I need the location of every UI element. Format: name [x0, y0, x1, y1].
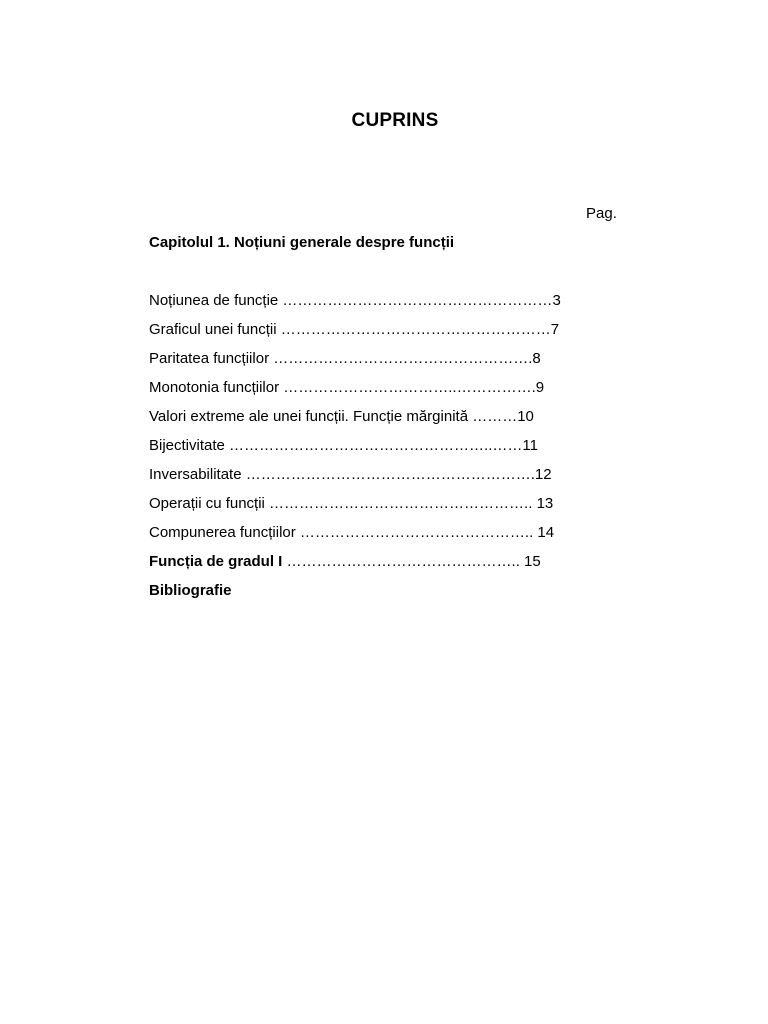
toc-entry-title: Paritatea funcțiilor: [149, 350, 270, 367]
toc-entry-leader: …………………………………………………: [241, 466, 531, 483]
toc-entry-page: .12: [530, 466, 552, 483]
toc-entry: [149, 436, 629, 465]
toc-entry: [149, 581, 629, 610]
toc-entry-title: Compunerea funcțiilor: [149, 524, 296, 541]
toc-entry-title: Inversabilitate: [149, 466, 242, 483]
toc-entry-page: 13: [536, 495, 554, 512]
toc-entry: [149, 320, 629, 349]
toc-entry-page: 7: [550, 321, 560, 338]
toc-entry-title: Funcția de gradul I: [149, 553, 283, 570]
toc-entry: [149, 291, 629, 320]
toc-entry-page: 15: [524, 553, 541, 570]
toc-entry-leader: ………………………………………..: [282, 553, 525, 570]
toc-entry: [149, 552, 629, 581]
toc-entry-title: Bijectivitate: [149, 437, 225, 454]
toc-entry-leader: ………………………………………………: [276, 321, 551, 338]
toc-entry-title: Valori extreme ale unei funcții. Funcție mărginită: [149, 408, 469, 425]
toc-entry-page: 11: [522, 437, 538, 454]
toc-entry-title: Monotonia funcțiilor: [149, 379, 280, 396]
toc-entry-leader: ………………………………………………: [278, 292, 553, 309]
toc-entry-page: 14: [537, 524, 555, 541]
toc-entry-page: 9: [535, 379, 545, 396]
page-column-label: Pag.: [586, 205, 617, 222]
toc-entry: [149, 378, 629, 407]
chapter-heading: Capitolul 1. Noțiuni generale despre funcții: [149, 234, 455, 251]
toc-entry-title: Bibliografie: [149, 582, 232, 599]
toc-entry: [149, 494, 629, 523]
document-title: CUPRINS: [351, 110, 439, 131]
toc-entry-leader: …………………………………………….: [269, 350, 533, 367]
toc-entry-leader: ………: [468, 408, 518, 425]
toc-entry-leader: ………………………………………..: [295, 524, 538, 541]
toc-entry-leader: ……………………………………………..: [264, 495, 537, 512]
toc-entry-page: 8: [532, 350, 541, 367]
toc-entry-title: Operații cu funcții: [149, 495, 265, 512]
toc-entry: [149, 523, 629, 552]
toc-entry-title: Graficul unei funcții: [149, 321, 277, 338]
table-of-contents: [149, 291, 629, 610]
toc-entry: [149, 349, 629, 378]
toc-entry-leader: ……………………………..…………….: [279, 379, 536, 396]
toc-entry: [149, 465, 629, 494]
toc-entry-title: Noțiunea de funcție: [149, 292, 279, 309]
toc-entry-page: 3: [552, 292, 561, 309]
toc-entry: [149, 407, 629, 436]
toc-entry-leader: ……………………………………………..……: [224, 437, 523, 454]
toc-entry-page: 10: [517, 408, 534, 425]
